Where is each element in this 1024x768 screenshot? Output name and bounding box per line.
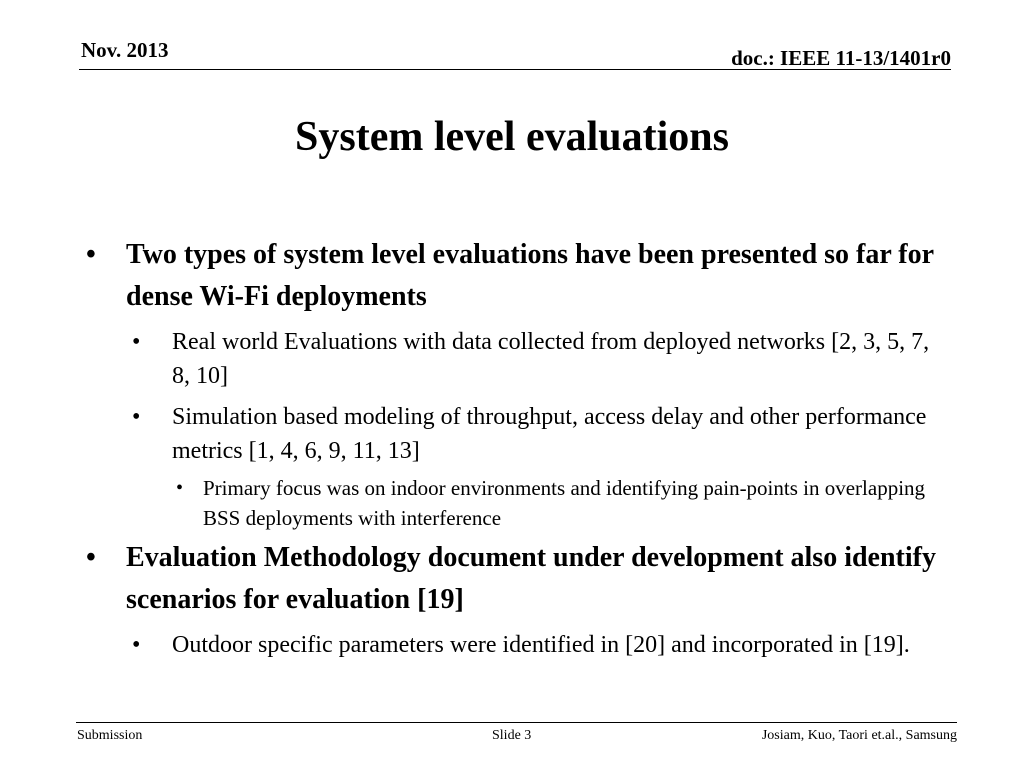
- bullet-text: Evaluation Methodology document under development also identify scenarios for evaluation [19]: [126, 542, 936, 615]
- footer-divider: [76, 722, 957, 723]
- bullet-icon: •: [176, 477, 184, 499]
- bullet-icon: •: [132, 632, 141, 658]
- sub-bullet-item: [132, 325, 946, 393]
- bullet-icon: •: [132, 329, 141, 355]
- footer-slide-number: Slide 3: [492, 728, 532, 743]
- sub-bullet-text: Outdoor specific parameters were identified in [20] and incorporated in [19].: [172, 632, 910, 658]
- bullet-item: [86, 234, 946, 533]
- sub-sub-bullet-item: [176, 473, 946, 533]
- sub-bullet-item: [132, 628, 946, 662]
- bullet-list: [86, 234, 946, 662]
- sub-bullet-text: Real world Evaluations with data collected from deployed networks [2, 3, 5, 7, 8, 10]: [172, 329, 930, 389]
- sub-bullet-text: Simulation based modeling of throughput, access delay and other performance metrics [1, 4, 6, 9, 11, 13]: [172, 404, 927, 464]
- sub-sub-bullet-text: Primary focus was on indoor environments and identifying pain-points in overlapping BSS deployments with interference: [203, 476, 926, 530]
- bullet-icon: •: [86, 542, 96, 573]
- bullet-item: [86, 537, 946, 662]
- header-divider: [79, 69, 951, 70]
- slide-body: [86, 230, 946, 662]
- sub-bullet-list: [132, 325, 946, 533]
- sub-sub-bullet-list: [176, 473, 946, 533]
- header-date: Nov. 2013: [81, 38, 169, 62]
- bullet-text: Two types of system level evaluations have been presented so far for dense Wi-Fi deployments: [126, 239, 934, 312]
- slide-title: System level evaluations: [295, 114, 729, 160]
- sub-bullet-list: [132, 628, 946, 662]
- footer-authors: Josiam, Kuo, Taori et.al., Samsung: [761, 728, 957, 743]
- sub-bullet-item: [132, 400, 946, 533]
- footer-submission: Submission: [77, 728, 143, 743]
- bullet-icon: •: [86, 239, 96, 270]
- bullet-icon: •: [132, 404, 141, 430]
- header-doc-id: doc.: IEEE 11-13/1401r0: [731, 46, 951, 70]
